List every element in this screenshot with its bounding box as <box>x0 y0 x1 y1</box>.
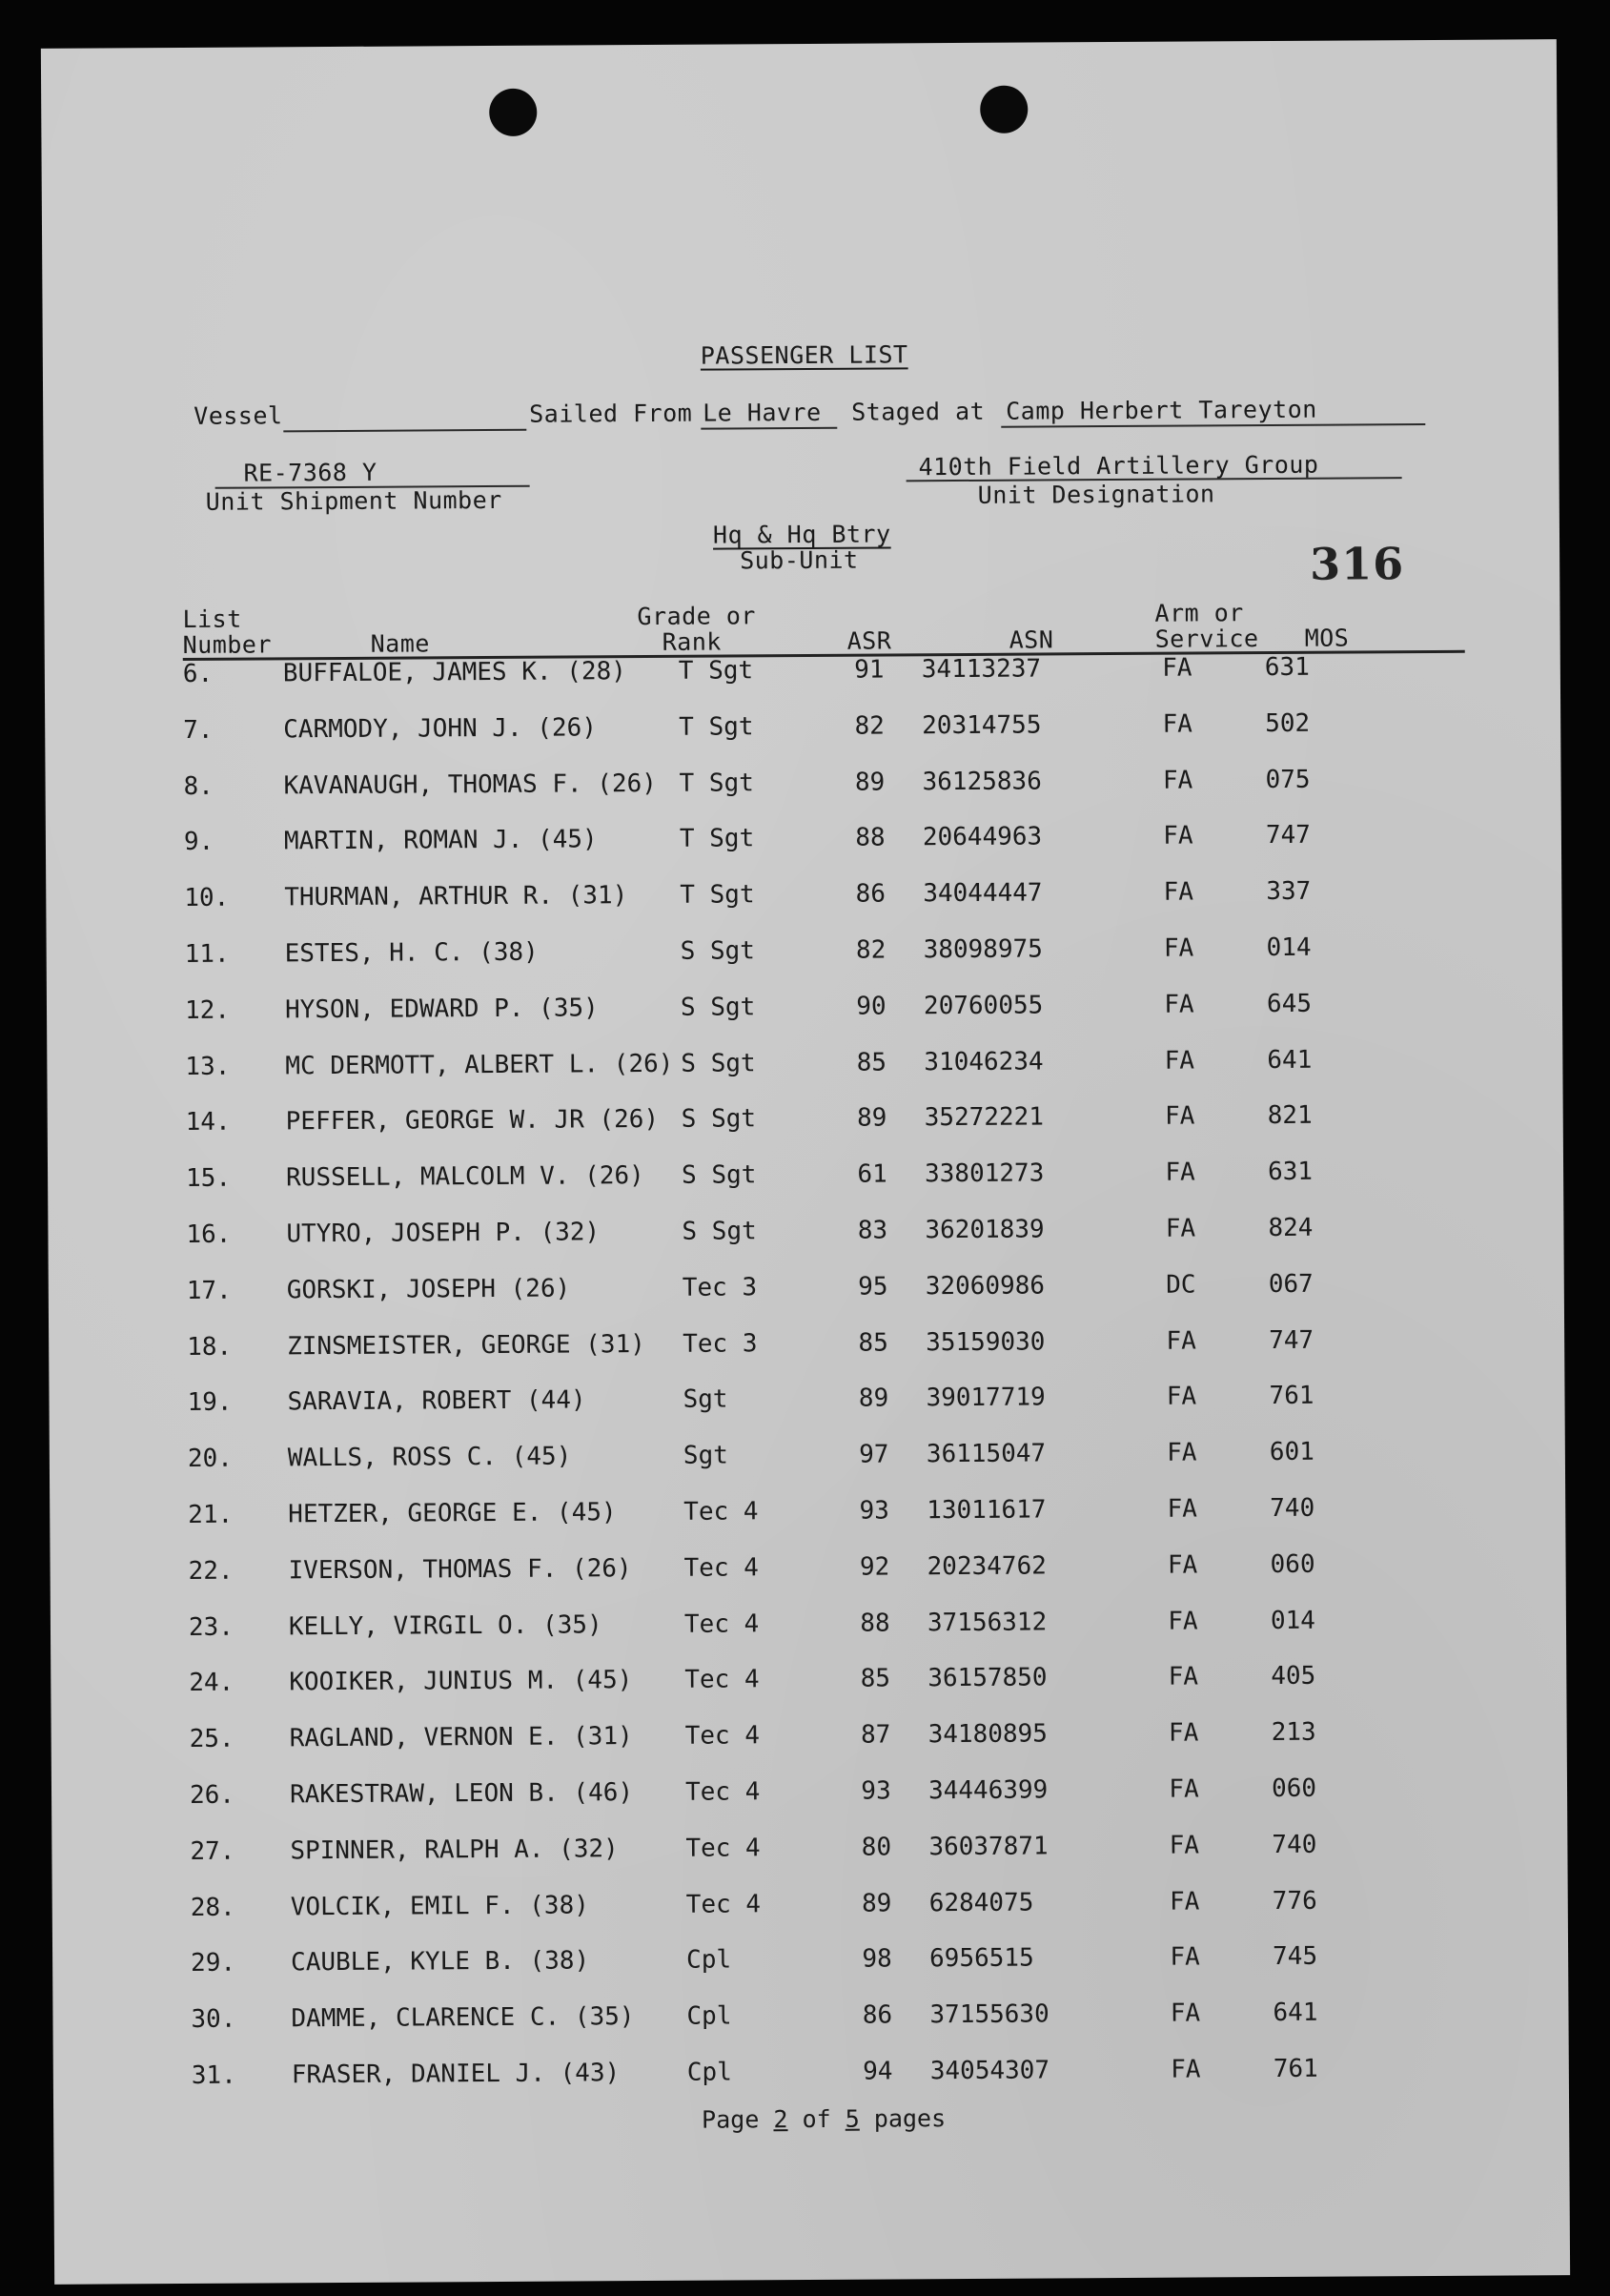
arm-service: FA <box>1167 1438 1197 1467</box>
unit-designation-value: 410th Field Artillery Group <box>918 450 1319 482</box>
list-number: 25. <box>189 1724 234 1754</box>
grade: S Sgt <box>682 1217 757 1246</box>
asr: 86 <box>855 879 887 909</box>
table-row <box>52 1883 1568 1949</box>
mos: 747 <box>1269 1325 1314 1355</box>
asn: 39017719 <box>926 1383 1046 1413</box>
asr: 88 <box>855 823 886 853</box>
passenger-name: KELLY, VIRGIL O. (35) <box>288 1609 602 1641</box>
sub-unit-label: Sub-Unit <box>740 545 859 575</box>
asr: 94 <box>863 2057 893 2086</box>
arm-service: FA <box>1162 766 1193 795</box>
table-row <box>50 1434 1565 1500</box>
list-number: 11. <box>184 939 230 969</box>
grade: Tec 3 <box>683 1328 758 1359</box>
asn: 34113237 <box>921 654 1042 685</box>
col-grade-line2: Rank <box>662 627 722 656</box>
asr: 82 <box>854 711 885 741</box>
list-number: 16. <box>186 1220 232 1249</box>
asr: 97 <box>859 1440 889 1469</box>
passenger-name: IVERSON, THOMAS F. (26) <box>288 1553 632 1586</box>
asr: 80 <box>861 1833 892 1862</box>
mos: 405 <box>1271 1662 1316 1691</box>
asr: 93 <box>859 1496 889 1526</box>
sailed-from-label: Sailed From <box>529 399 693 428</box>
table-row <box>51 1547 1566 1612</box>
asr: 88 <box>860 1609 890 1638</box>
col-mos: MOS <box>1304 624 1350 652</box>
asr: 83 <box>857 1216 888 1245</box>
table-row <box>48 1210 1563 1276</box>
passenger-name: VOLCIK, EMIL F. (38) <box>290 1890 589 1921</box>
passenger-name: MARTIN, ROMAN J. (45) <box>283 825 598 856</box>
asn: 6956515 <box>929 1943 1034 1974</box>
passenger-name: RAGLAND, VERNON E. (31) <box>289 1722 633 1753</box>
asn: 36125836 <box>922 767 1042 796</box>
asn: 34054307 <box>929 2056 1050 2086</box>
arm-service: FA <box>1167 1494 1197 1524</box>
passenger-name: KAVANAUGH, THOMAS F. (26) <box>283 769 658 800</box>
asr: 93 <box>861 1776 891 1806</box>
arm-service: FA <box>1170 1942 1200 1973</box>
mos: 631 <box>1264 652 1310 683</box>
asn: 34044447 <box>923 878 1043 909</box>
mos: 213 <box>1271 1717 1316 1748</box>
punch-hole-right <box>980 86 1028 133</box>
shipment-number-label: Unit Shipment Number <box>205 485 502 516</box>
list-number: 24. <box>189 1669 234 1698</box>
asn: 38098975 <box>923 934 1043 965</box>
footer-pages-word: pages <box>873 2104 947 2133</box>
list-number: 10. <box>184 883 230 913</box>
mos: 761 <box>1269 1382 1314 1411</box>
table-row <box>45 706 1560 771</box>
mos: 740 <box>1270 1493 1315 1523</box>
list-number: 6. <box>182 659 214 688</box>
table-row <box>52 1995 1568 2060</box>
grade: Tec 4 <box>684 1665 760 1695</box>
sailed-from-line <box>701 427 837 430</box>
page-title: PASSENGER LIST <box>700 340 908 370</box>
grade: Sgt <box>683 1384 728 1415</box>
asr: 85 <box>860 1664 891 1694</box>
passenger-name: UTYRO, JOSEPH P. (32) <box>286 1218 601 1249</box>
asr: 61 <box>857 1159 887 1189</box>
grade: Cpl <box>686 1945 732 1976</box>
arm-service: FA <box>1169 1774 1199 1804</box>
staged-at-value: Camp Herbert Tareyton <box>1006 395 1317 425</box>
mos: 014 <box>1270 1606 1316 1635</box>
list-number: 23. <box>188 1612 234 1642</box>
asr: 85 <box>858 1328 888 1358</box>
passenger-name: PEFFER, GEORGE W. JR (26) <box>285 1105 660 1137</box>
punch-hole-left <box>489 89 537 136</box>
asn: 34180895 <box>927 1719 1048 1750</box>
asn: 36037871 <box>928 1832 1049 1861</box>
asr: 92 <box>859 1552 890 1582</box>
table-row <box>50 1490 1565 1556</box>
list-number: 9. <box>183 828 214 857</box>
arm-service: FA <box>1169 1887 1200 1917</box>
mos: 075 <box>1265 765 1311 794</box>
grade: S Sgt <box>681 1104 757 1135</box>
col-asn: ASN <box>1009 625 1054 654</box>
list-number: 30. <box>191 2004 236 2035</box>
passenger-name: ZINSMEISTER, GEORGE (31) <box>287 1329 645 1361</box>
table-row <box>49 1378 1564 1444</box>
table-row <box>47 930 1562 995</box>
grade: Tec 4 <box>685 1889 762 1919</box>
list-number: 13. <box>185 1052 231 1081</box>
passenger-name: BUFFALOE, JAMES K. (28) <box>282 657 626 688</box>
table-row <box>45 762 1560 828</box>
arm-service: FA <box>1166 1326 1196 1356</box>
list-number: 19. <box>187 1388 233 1418</box>
grade: Tec 4 <box>684 1777 761 1807</box>
asr: 87 <box>860 1720 891 1750</box>
arm-service: FA <box>1171 2055 1201 2084</box>
shipment-number-value: RE-7368 Y <box>243 458 377 487</box>
arm-service: FA <box>1170 1999 1201 2028</box>
passenger-name: ESTES, H. C. (38) <box>284 937 539 969</box>
grade: Tec 4 <box>683 1609 760 1639</box>
mos: 745 <box>1273 1942 1318 1972</box>
arm-service: FA <box>1166 1382 1197 1412</box>
asn: 34446399 <box>927 1775 1049 1806</box>
asr: 95 <box>858 1272 888 1302</box>
passenger-name: RUSSELL, MALCOLM V. (26) <box>286 1161 644 1193</box>
table-row <box>49 1322 1564 1388</box>
mos: 761 <box>1273 2054 1318 2083</box>
unit-designation-label: Unit Designation <box>977 480 1215 509</box>
passenger-name: WALLS, ROSS C. (45) <box>287 1442 572 1473</box>
asn: 13011617 <box>927 1495 1047 1526</box>
table-row <box>49 1266 1564 1332</box>
list-number: 17. <box>186 1276 232 1305</box>
table-row <box>51 1827 1567 1893</box>
page-footer <box>702 2104 946 2134</box>
grade: S Sgt <box>681 1160 757 1190</box>
mos: 821 <box>1267 1101 1313 1131</box>
grade: T Sgt <box>679 824 755 854</box>
grade: Cpl <box>686 2058 732 2087</box>
asn: 36201839 <box>925 1215 1045 1245</box>
table-row <box>52 1938 1568 2004</box>
asn: 32060986 <box>925 1271 1046 1301</box>
list-number: 14. <box>185 1108 231 1138</box>
grade: T Sgt <box>680 880 755 910</box>
table-row <box>45 649 1560 715</box>
mos: 060 <box>1270 1549 1315 1579</box>
col-grade-line1: Grade or <box>637 602 757 631</box>
table-row <box>47 1042 1562 1108</box>
list-number: 18. <box>187 1332 233 1362</box>
mos: 645 <box>1266 989 1313 1018</box>
grade: Tec 4 <box>683 1497 759 1527</box>
asr: 89 <box>854 768 886 797</box>
mos: 641 <box>1267 1045 1313 1075</box>
mos: 601 <box>1269 1437 1314 1467</box>
grade: Tec 3 <box>682 1273 758 1302</box>
asn: 33801273 <box>924 1158 1045 1189</box>
document-page <box>41 39 1570 2285</box>
passenger-name: HYSON, EDWARD P. (35) <box>284 994 599 1025</box>
mos: 641 <box>1273 1998 1318 2028</box>
list-number: 26. <box>189 1780 235 1810</box>
mos: 067 <box>1268 1269 1314 1299</box>
arm-service: FA <box>1168 1662 1199 1692</box>
asn: 31046234 <box>924 1047 1044 1076</box>
table-row <box>48 1154 1563 1220</box>
asn: 36115047 <box>926 1439 1047 1469</box>
asn: 20314755 <box>922 710 1042 741</box>
footer-page-word: Page <box>702 2105 760 2134</box>
footer-page-total: 5 <box>845 2104 860 2133</box>
arm-service: FA <box>1163 933 1194 963</box>
arm-service: FA <box>1168 1607 1198 1636</box>
grade: T Sgt <box>679 712 754 742</box>
arm-service: FA <box>1165 1214 1196 1243</box>
list-number: 27. <box>190 1836 235 1866</box>
arm-service: FA <box>1164 990 1194 1019</box>
page-stamp-number: 316 <box>1310 538 1405 590</box>
arm-service: FA <box>1164 1046 1195 1076</box>
mos: 014 <box>1266 933 1312 963</box>
list-number: 21. <box>188 1500 234 1529</box>
grade: T Sgt <box>679 768 754 798</box>
list-number: 31. <box>191 2060 236 2090</box>
col-list-number-line1: List <box>182 605 242 633</box>
footer-of-word: of <box>802 2104 831 2134</box>
passenger-table <box>45 649 1569 2116</box>
asn: 20234762 <box>927 1551 1047 1581</box>
table-row <box>51 1714 1567 1780</box>
grade: S Sgt <box>680 936 756 966</box>
arm-service: FA <box>1165 1158 1195 1187</box>
passenger-name: MC DERMOTT, ALBERT L. (26) <box>285 1049 674 1080</box>
passenger-name: CARMODY, JOHN J. (26) <box>283 713 598 745</box>
col-name: Name <box>370 629 430 658</box>
passenger-name: DAMME, CLARENCE C. (35) <box>291 2002 635 2034</box>
grade: S Sgt <box>680 993 756 1022</box>
passenger-name: CAUBLE, KYLE B. (38) <box>291 1946 590 1978</box>
arm-service: FA <box>1168 1718 1199 1748</box>
passenger-name: GORSKI, JOSEPH (26) <box>286 1274 571 1305</box>
mos: 824 <box>1268 1213 1314 1243</box>
list-number: 8. <box>183 771 214 801</box>
table-row <box>51 1603 1566 1669</box>
grade: T Sgt <box>678 656 754 686</box>
grade: Tec 4 <box>683 1553 759 1583</box>
asn: 35272221 <box>924 1102 1045 1133</box>
list-number: 7. <box>183 715 214 745</box>
vessel-label: Vessel <box>194 401 283 430</box>
asn: 37156312 <box>927 1608 1048 1637</box>
arm-service: FA <box>1162 709 1192 739</box>
sub-unit-value: Hq & Hq Btry <box>712 520 891 549</box>
passenger-name: FRASER, DANIEL J. (43) <box>291 2059 621 2090</box>
asr: 89 <box>858 1384 889 1414</box>
list-number: 12. <box>184 995 231 1025</box>
list-number: 29. <box>191 1948 236 1978</box>
mos: 502 <box>1265 708 1311 738</box>
col-arm-line2: Service <box>1154 625 1259 653</box>
asn: 20760055 <box>923 991 1044 1021</box>
arm-service: FA <box>1169 1831 1200 1860</box>
table-row <box>46 873 1561 939</box>
mos: 776 <box>1272 1886 1317 1916</box>
grade: Sgt <box>683 1441 728 1470</box>
mos: 747 <box>1265 821 1311 851</box>
arm-service: FA <box>1163 877 1194 907</box>
staged-at-label: Staged at <box>851 397 986 426</box>
asn: 37155630 <box>929 1999 1050 2030</box>
list-number: 22. <box>188 1556 234 1586</box>
asn: 6284075 <box>928 1888 1034 1917</box>
grade: Cpl <box>686 2001 732 2031</box>
asr: 89 <box>862 1888 892 1918</box>
asn: 36157850 <box>927 1663 1048 1693</box>
col-asr: ASR <box>846 626 892 655</box>
asr: 90 <box>856 992 887 1021</box>
grade: Tec 4 <box>684 1721 761 1751</box>
table-row <box>51 1658 1566 1724</box>
grade: Tec 4 <box>685 1834 761 1863</box>
asn: 35159030 <box>926 1327 1046 1357</box>
passenger-name: HETZER, GEORGE E. (45) <box>288 1498 617 1529</box>
asr: 91 <box>854 655 885 685</box>
asn: 20644963 <box>922 822 1043 852</box>
col-list-number-line2: Number <box>182 630 273 659</box>
mos: 631 <box>1267 1157 1314 1187</box>
mos: 740 <box>1272 1830 1317 1859</box>
arm-service: DC <box>1166 1270 1196 1300</box>
table-row <box>48 1098 1563 1164</box>
asr: 86 <box>862 2000 893 2030</box>
table-row <box>46 818 1561 884</box>
asr: 89 <box>856 1103 887 1134</box>
list-number: 28. <box>190 1893 235 1922</box>
table-row <box>47 986 1562 1052</box>
footer-page-current: 2 <box>773 2105 788 2134</box>
passenger-name: KOOIKER, JUNIUS M. (45) <box>289 1666 633 1697</box>
passenger-name: SPINNER, RALPH A. (32) <box>290 1834 619 1866</box>
grade: S Sgt <box>681 1048 756 1078</box>
mos: 060 <box>1271 1773 1317 1803</box>
arm-service: FA <box>1164 1101 1195 1132</box>
sailed-from-value: Le Havre <box>703 398 822 427</box>
vessel-value-line <box>283 429 526 433</box>
col-arm-line1: Arm or <box>1154 599 1244 627</box>
mos: 337 <box>1266 876 1312 907</box>
table-row <box>51 1771 1567 1836</box>
passenger-name: SARAVIA, ROBERT (44) <box>287 1385 586 1417</box>
asr: 82 <box>855 935 887 965</box>
asr: 98 <box>862 1944 892 1974</box>
arm-service: FA <box>1162 653 1192 683</box>
asr: 85 <box>856 1048 887 1077</box>
passenger-name: RAKESTRAW, LEON B. (46) <box>289 1778 634 1810</box>
list-number: 15. <box>186 1163 232 1194</box>
list-number: 20. <box>187 1444 233 1474</box>
arm-service: FA <box>1163 821 1193 851</box>
passenger-name: THURMAN, ARTHUR R. (31) <box>284 881 628 912</box>
arm-service: FA <box>1167 1550 1198 1580</box>
